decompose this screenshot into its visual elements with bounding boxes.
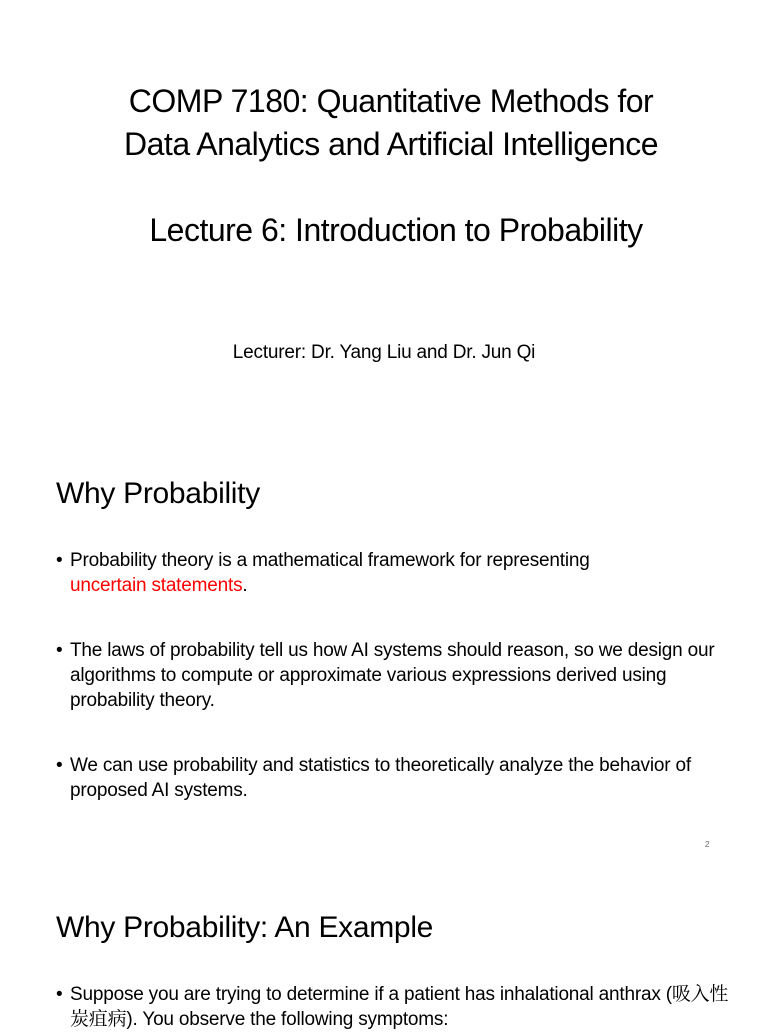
bullet-list [56, 982, 736, 1032]
slide-heading: Why Probability: An Example [56, 911, 434, 944]
bullet-item: • We can use probability and statistics to theoretically analyze the behavior of proposed AI systems. [56, 753, 736, 803]
title-slide [0, 0, 768, 432]
bullet-text: Probability theory is a mathematical framework for representing [70, 550, 590, 571]
slide-why-probability [0, 432, 768, 864]
slide-why-probability-example [0, 864, 768, 1030]
bullet-item: • Suppose you are trying to determine if a patient has inhalational anthrax (吸入性炭疽病). You observe the following symptoms: [56, 982, 736, 1032]
lecturer-names: Lecturer: Dr. Yang Liu and Dr. Jun Qi [232, 342, 536, 363]
highlighted-text: uncertain statements [70, 575, 243, 596]
bullet-item: • The laws of probability tell us how AI systems should reason, so we design our algorithms to compute or approximate various expressions derived using probability theory. [56, 638, 736, 713]
bullet-punctuation: . [242, 575, 248, 596]
bullet-list [56, 548, 736, 803]
bullet-item [56, 548, 736, 598]
page-number: 2 [705, 840, 710, 849]
course-title-line-2: Data Analytics and Artificial Intelligence [124, 126, 658, 162]
slide-heading: Why Probability [56, 477, 260, 510]
course-title-line-1: COMP 7180: Quantitative Methods for [128, 83, 654, 119]
lecture-title: Lecture 6: Introduction to Probability [149, 212, 643, 248]
course-title [0, 80, 768, 166]
